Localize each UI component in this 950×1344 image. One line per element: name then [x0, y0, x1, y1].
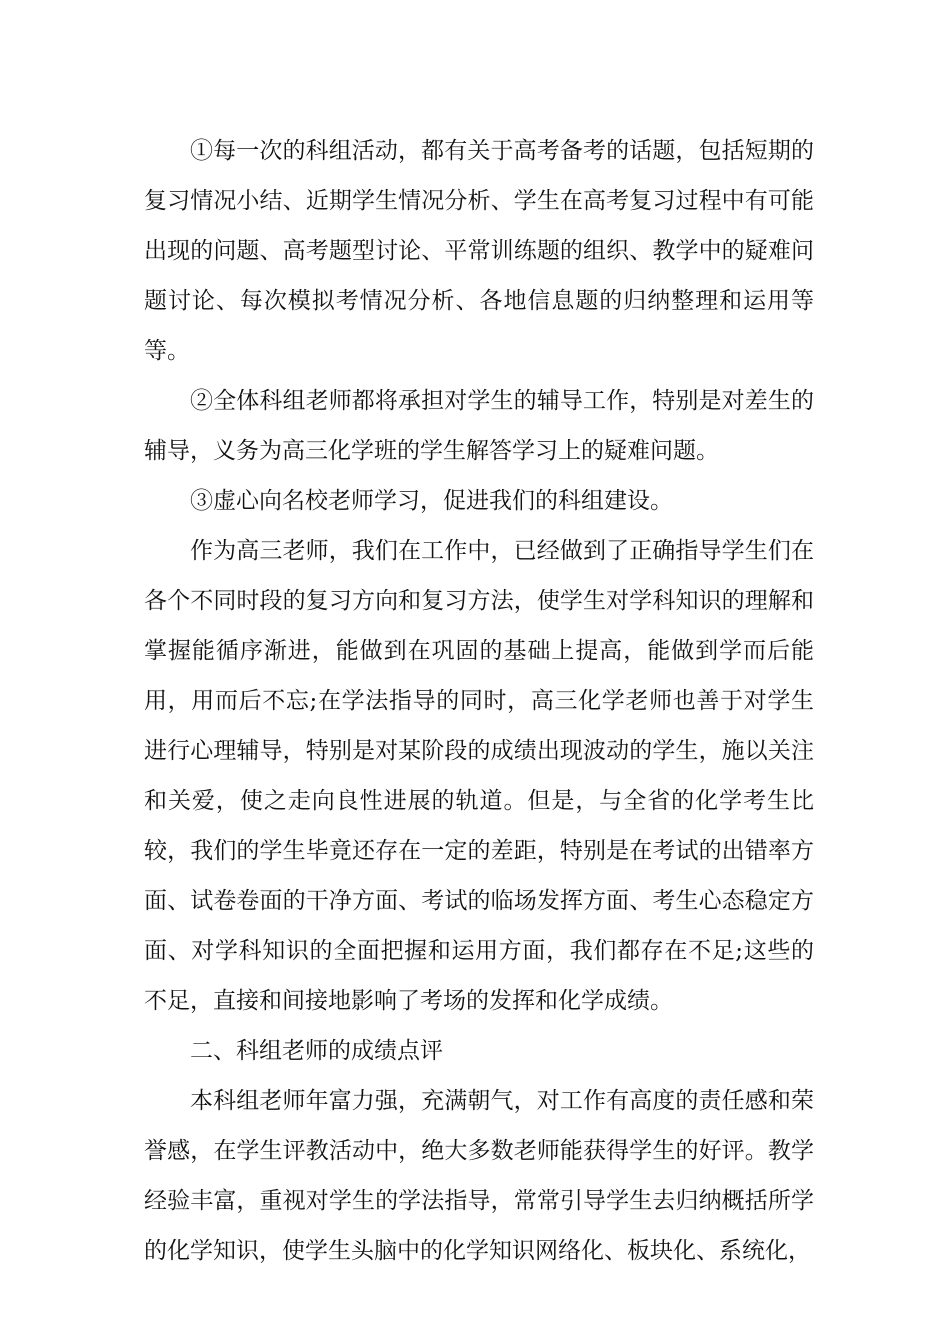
paragraph-teacher-review: 本科组老师年富力强，充满朝气，对工作有高度的责任感和荣誉感，在学生评教活动中，绝大多数老师能获得学生的好评。教学经验丰富，重视对学生的学法指导，常常引导学生去归纳概括所学的化学知识，使学生头脑中的化学知识网络化、板块化、系统化，: [144, 1088, 814, 1264]
document-body: [144, 126, 814, 1276]
section-heading: 二、科组老师的成绩点评: [190, 1038, 443, 1064]
paragraph-learning: ③虚心向名校老师学习，促进我们的科组建设。: [190, 488, 673, 514]
paragraph-work-summary: 作为高三老师，我们在工作中，已经做到了正确指导学生们在各个不同时段的复习方向和复习方法，使学生对学科知识的理解和掌握能循序渐进，能做到在巩固的基础上提高，能做到学而后能用，用而后不忘;在学法指导的同时，高三化学老师也善于对学生进行心理辅导，特别是对某阶段的成绩出现波动的学生，施以关注和关爱，使之走向良性进展的轨道。但是，与全省的化学考生比较，我们的学生毕竟还存在一定的差距，特别是在考试的出错率方面、试卷卷面的干净方面、考试的临场发挥方面、考生心态稳定方面、对学科知识的全面把握和运用方面，我们都存在不足;这些的不足，直接和间接地影响了考场的发挥和化学成绩。: [144, 538, 814, 1014]
paragraph-tutoring: ②全体科组老师都将承担对学生的辅导工作，特别是对差生的辅导，义务为高三化学班的学生解答学习上的疑难问题。: [144, 388, 814, 464]
paragraph-activities: ①每一次的科组活动，都有关于高考备考的话题，包括短期的复习情况小结、近期学生情况分析、学生在高考复习过程中有可能出现的问题、高考题型讨论、平常训练题的组织、教学中的疑难问题讨论、每次模拟考情况分析、各地信息题的归纳整理和运用等等。: [144, 138, 814, 364]
